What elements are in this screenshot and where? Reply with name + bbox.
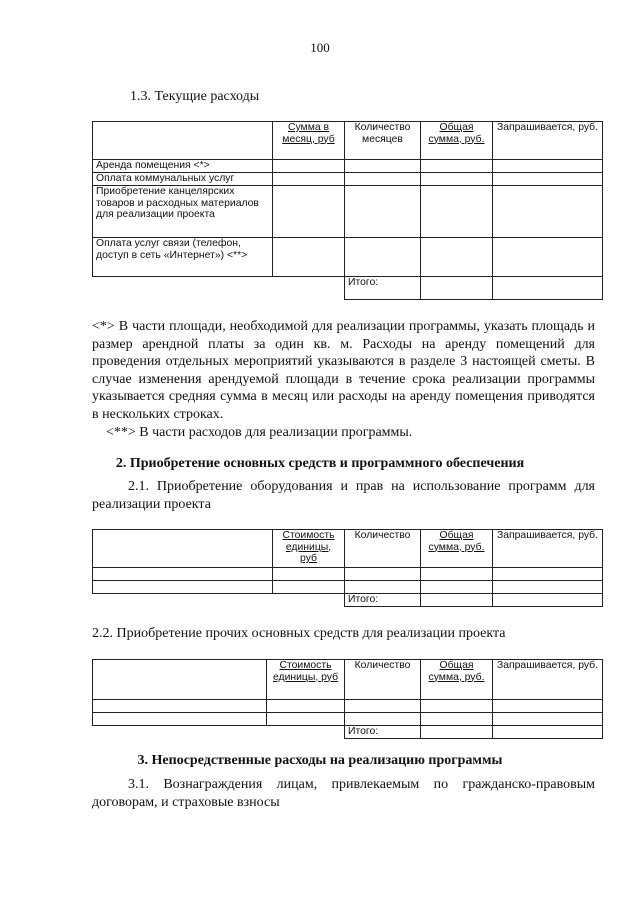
note-rent: <*> В части площади, необходимой для реализации программы, указать площадь и размер арендной платы за один кв. м. Расходы на аренду помещений для проведения отдельных мероприятий указываются в разделе 3 настоящей сметы. В случае изменения арендуемой площади в течение срока реализации программы указывается средняя сумма в месяц или расходы на аренду помещения приводятся в нескольких строках.	[92, 319, 595, 422]
col-unit-cost: Стоимость единицы, руб	[273, 530, 345, 568]
row-stationery-label: Приобретение канцелярских товаров и расходных материалов для реализации проекта	[93, 186, 273, 238]
col-total-sum: Общая сумма, руб.	[421, 660, 493, 700]
total-label: Итого:	[345, 726, 421, 739]
row-communications-label: Оплата услуг связи (телефон, доступ в сеть «Интернет») <**>	[93, 238, 273, 277]
col-unit-cost: Стоимость единицы, руб	[267, 660, 345, 700]
col-requested: Запрашивается, руб.	[493, 660, 603, 700]
section-1-3-heading: 1.3. Текущие расходы	[130, 89, 260, 104]
equipment-table	[92, 529, 603, 607]
col-sum-per-month: Сумма в месяц, руб	[273, 122, 345, 160]
section-2-1-heading: 2.1. Приобретение оборудования и прав на использование программ для реализации проекта	[92, 479, 595, 512]
row-utilities-label: Оплата коммунальных услуг	[93, 173, 273, 186]
col-total-sum: Общая сумма, руб.	[421, 530, 493, 568]
header-empty	[93, 122, 273, 160]
section-3-1-heading: 3.1. Вознаграждения лицам, привлекаемым по гражданско-правовым договорам, и страховые взносы	[92, 777, 595, 810]
note-communications: <**> В части расходов для реализации программы.	[106, 425, 413, 440]
col-total-sum: Общая сумма, руб.	[421, 122, 493, 160]
total-label: Итого:	[345, 594, 421, 607]
section-2-heading: 2. Приобретение основных средств и программного обеспечения	[115, 456, 525, 471]
current-expenses-table	[92, 121, 603, 300]
other-assets-table	[92, 659, 603, 739]
section-3-heading: 3. Непосредственные расходы на реализацию программы	[137, 753, 503, 768]
col-requested: Запрашивается, руб.	[493, 122, 603, 160]
page-number: 100	[310, 40, 330, 55]
col-quantity: Количество	[345, 530, 421, 568]
col-months-count: Количество месяцев	[345, 122, 421, 160]
row-rent-label: Аренда помещения <*>	[93, 160, 273, 173]
section-2-2-heading: 2.2. Приобретение прочих основных средств для реализации проекта	[92, 626, 506, 641]
col-quantity: Количество	[345, 660, 421, 700]
col-requested: Запрашивается, руб.	[493, 530, 603, 568]
total-label: Итого:	[345, 277, 421, 300]
